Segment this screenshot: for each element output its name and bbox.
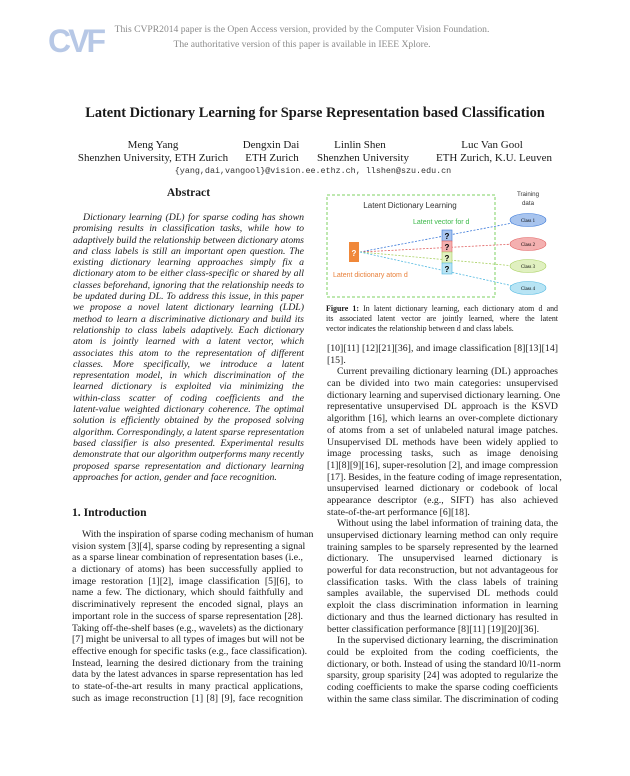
text-line: exploit the class discrimination information in learning bbox=[327, 600, 558, 612]
caption-label: Figure 1: bbox=[326, 304, 359, 313]
author-name: Linlin Shen bbox=[334, 139, 386, 151]
cvf-logo bbox=[48, 22, 103, 59]
text-line: coding coefficients to make the sparse coding coefficients bbox=[327, 681, 558, 693]
text-line: important role in the success of sparse representation [28]. bbox=[72, 610, 303, 622]
text-line: proposed sparse representation and dictionary learning bbox=[73, 460, 304, 472]
text-line: relationship to class labels adaptively. Each dictionary bbox=[73, 324, 304, 336]
text-line: demonstrate that our algorithm outperforms many recently bbox=[73, 449, 304, 461]
text-line: name a few. The dictionary, which should faithfully and bbox=[72, 587, 303, 599]
text-line: In the supervised dictionary learning, the discrimination bbox=[337, 635, 558, 647]
text-line: learned dictionary is exploited via minimizing the bbox=[73, 381, 304, 393]
text-line: better classification performance [8][11] [19][20][36]. bbox=[327, 623, 540, 635]
text-line: method to learn a discriminative dictionary and build its bbox=[73, 313, 304, 325]
abstract-body bbox=[73, 212, 304, 483]
question-mark: ? bbox=[444, 243, 450, 252]
text-line: dictionary. The unsupervised learned dictionary is bbox=[327, 553, 558, 565]
introduction-body bbox=[72, 529, 314, 704]
text-line: [10][11] [12][21][36], and image classification [8][13][14] bbox=[327, 343, 558, 354]
text-line: [15]. bbox=[327, 354, 346, 366]
text-line: image processing tasks, such as image denoising bbox=[327, 448, 558, 460]
text-line: unsupervised dictionary learning method can only require bbox=[327, 530, 558, 541]
figure-1-diagram bbox=[300, 180, 560, 304]
text-line: to state-of-the-art results in many practical applications, bbox=[72, 680, 303, 692]
text-line: promising results in classification tasks, while how to bbox=[73, 223, 304, 235]
text-line: classes beforehand, ignoring that the relationship needs to bbox=[73, 279, 304, 291]
training-label: data bbox=[521, 200, 535, 207]
text-line: based classifier is also presented. Experimental results bbox=[73, 437, 304, 449]
author-name: Luc Van Gool bbox=[461, 139, 523, 151]
text-line: be updated during DL. To address this issue, in this paper bbox=[73, 291, 304, 303]
author-affiliation: ETH Zurich bbox=[245, 152, 299, 164]
text-line: appearance descriptor (e.g., SIFT) has also achieved bbox=[327, 494, 558, 506]
text-line: dictionary, or both. Instead of using the standard l0/l1-norm bbox=[327, 658, 561, 670]
text-line: atom is jointly learned with a latent vector, which bbox=[73, 336, 304, 348]
text-line: within-class scatter of coding coefficients and the bbox=[73, 392, 304, 404]
ieee-notice: The authoritative version of this paper is available in IEEE Xplore. bbox=[173, 39, 431, 50]
latent-vector-label: Latent vector for d bbox=[413, 219, 470, 226]
text-line: classes. More specifically, we introduce a latent bbox=[73, 358, 304, 370]
question-mark: ? bbox=[444, 254, 450, 263]
text-line: as a sparse linear combination of representation bases (i.e., bbox=[72, 552, 303, 564]
introduction-heading: 1. Introduction bbox=[72, 506, 147, 519]
text-line: dictionary atom to be either class-specific or shared by all bbox=[73, 268, 304, 280]
text-line: classification tasks. With the class labels of training bbox=[327, 576, 558, 588]
text-line: dictionary and thus the learned dictionary has resulted in bbox=[327, 611, 558, 623]
class-label: Class 1 bbox=[521, 219, 535, 224]
text-line: training samples to be sparsely represented by the learned bbox=[327, 541, 558, 553]
paper-title: Latent Dictionary Learning for Sparse Representation based Classification bbox=[85, 105, 545, 121]
question-mark: ? bbox=[444, 232, 450, 241]
text-line: adaptively build the relationship between dictionary atoms bbox=[73, 234, 304, 246]
text-line: powerful for data reconstruction, but not advantageous for bbox=[327, 565, 558, 577]
question-mark: ? bbox=[444, 265, 450, 274]
right-column-body bbox=[327, 343, 562, 705]
abstract-heading: Abstract bbox=[166, 186, 211, 199]
figure-1-caption bbox=[326, 304, 558, 333]
text-line: Dictionary learning (DL) for sparse coding has shown bbox=[83, 212, 304, 223]
training-label: Training bbox=[516, 191, 540, 198]
text-line: algorithm [16], which learns an over-complete dictionary bbox=[327, 413, 558, 425]
caption-text: In latent dictionary learning, each dictionary atom d and bbox=[363, 304, 558, 313]
text-line: [7] might be universal to all types of images but will not be bbox=[72, 634, 305, 646]
author-affiliation: Shenzhen University, ETH Zurich bbox=[77, 152, 229, 164]
text-line: algorithm. Correspondingly, a latent sparse representation bbox=[73, 426, 304, 438]
open-access-notice: This CVPR2014 paper is the Open Access version, provided by the Computer Vision Foundation. bbox=[114, 24, 490, 35]
text-line: sparsity, group sparisity [24] was adopted to regularize the bbox=[327, 670, 558, 682]
text-line: state-of-the-art performance [6][18]. bbox=[327, 506, 470, 518]
text-line: and class labels is still an important open question. The bbox=[73, 245, 304, 257]
text-line: samples available, the supervised DL methods could bbox=[327, 588, 558, 600]
text-line: such as image reconstruction [1] [8] [9], face recognition bbox=[72, 692, 303, 704]
arrow-class-2 bbox=[360, 244, 515, 252]
text-line: Unsupervised DL methods have been widely applied to bbox=[327, 436, 558, 448]
text-line: a dictionary of atoms) has been successfully applied to bbox=[72, 564, 303, 576]
arrow-class-3 bbox=[360, 252, 515, 266]
arrow-class-4 bbox=[360, 252, 518, 287]
text-line: With the inspiration of sparse coding mechanism of human bbox=[82, 529, 314, 540]
text-line: dictionary learning and supervised dictionary learning. One bbox=[327, 389, 561, 401]
text-line: within the same class similar. The discrimination of coding bbox=[327, 693, 559, 705]
text-line: existing dictionary learning approaches simply fix a bbox=[73, 257, 304, 269]
box-title: Latent Dictionary Learning bbox=[363, 201, 457, 210]
text-line: could be exploited from the coding coefficients, the bbox=[327, 646, 558, 658]
class-label: Class 2 bbox=[521, 243, 535, 248]
text-line: discriminatively represent the encoded signal, plays an bbox=[72, 599, 303, 611]
atom-question-mark: ? bbox=[351, 249, 357, 258]
class-label: Class 4 bbox=[521, 287, 535, 292]
text-line: unsupervised learned dictionary or codebook of local bbox=[327, 483, 558, 495]
text-line: Current prevailing dictionary learning (DL) approaches bbox=[337, 366, 558, 378]
text-line: effective enough for specific tasks (e.g., face classification). bbox=[72, 645, 308, 657]
caption-line: its associated latent vector are jointly learned, where the latent bbox=[326, 313, 558, 323]
caption-line: vector indicates the relationship between d and class labels. bbox=[326, 323, 514, 333]
author-affiliation: ETH Zurich, K.U. Leuven bbox=[435, 152, 553, 164]
svg-text:CVF: CVF bbox=[48, 23, 103, 59]
text-line: [1][8][9][16], super-resolution [2], and image compression bbox=[327, 459, 558, 471]
text-line: can be divided into two main categories: unsupervised bbox=[327, 378, 558, 390]
author-affiliation: Shenzhen University bbox=[317, 152, 409, 164]
author-name: Dengxin Dai bbox=[242, 139, 300, 151]
caption-line bbox=[326, 304, 558, 314]
class-label: Class 3 bbox=[521, 265, 535, 270]
text-line: associates this atom to the representation of different bbox=[73, 347, 304, 359]
text-line: representation model, in which discrimination of the bbox=[73, 370, 304, 382]
text-line: Taking off-the-shelf bases (e.g., wavelets) as the dictionary bbox=[72, 622, 304, 634]
text-line: vision system [3][4], sparse coding by representing a signal bbox=[72, 540, 306, 552]
text-line: data by the latest advances in sparse representation has led bbox=[72, 669, 303, 681]
text-line: solution is efficiently obtained by the proposed solving bbox=[73, 415, 304, 427]
author-emails: {yang,dai,vangool}@vision.ee.ethz.ch, llshen@szu.edu.cn bbox=[174, 166, 452, 176]
text-line: representative unsupervised DL approach is the KSVD bbox=[327, 401, 558, 413]
text-line: [17]. Besides, in the feature coding of image representation, bbox=[327, 471, 562, 483]
text-line: we propose a novel latent dictionary learning (LDL) bbox=[73, 302, 304, 314]
text-line: latent-value weighted dictionary coherence. The optimal bbox=[73, 404, 304, 416]
text-line: Without using the label information of training data, the bbox=[337, 518, 558, 530]
text-line: image restoration [1][2], image classification [5][6], to bbox=[72, 575, 303, 587]
author-name: Meng Yang bbox=[127, 139, 179, 151]
latent-atom-label: Latent dictionary atom d bbox=[333, 272, 408, 279]
text-line: approaches for action, gender and face recognition. bbox=[73, 471, 277, 483]
text-line: of atoms from a set of unlabeled natural image patches. bbox=[327, 424, 558, 436]
text-line: Instead, learning the desired dictionary from the training bbox=[72, 657, 303, 669]
